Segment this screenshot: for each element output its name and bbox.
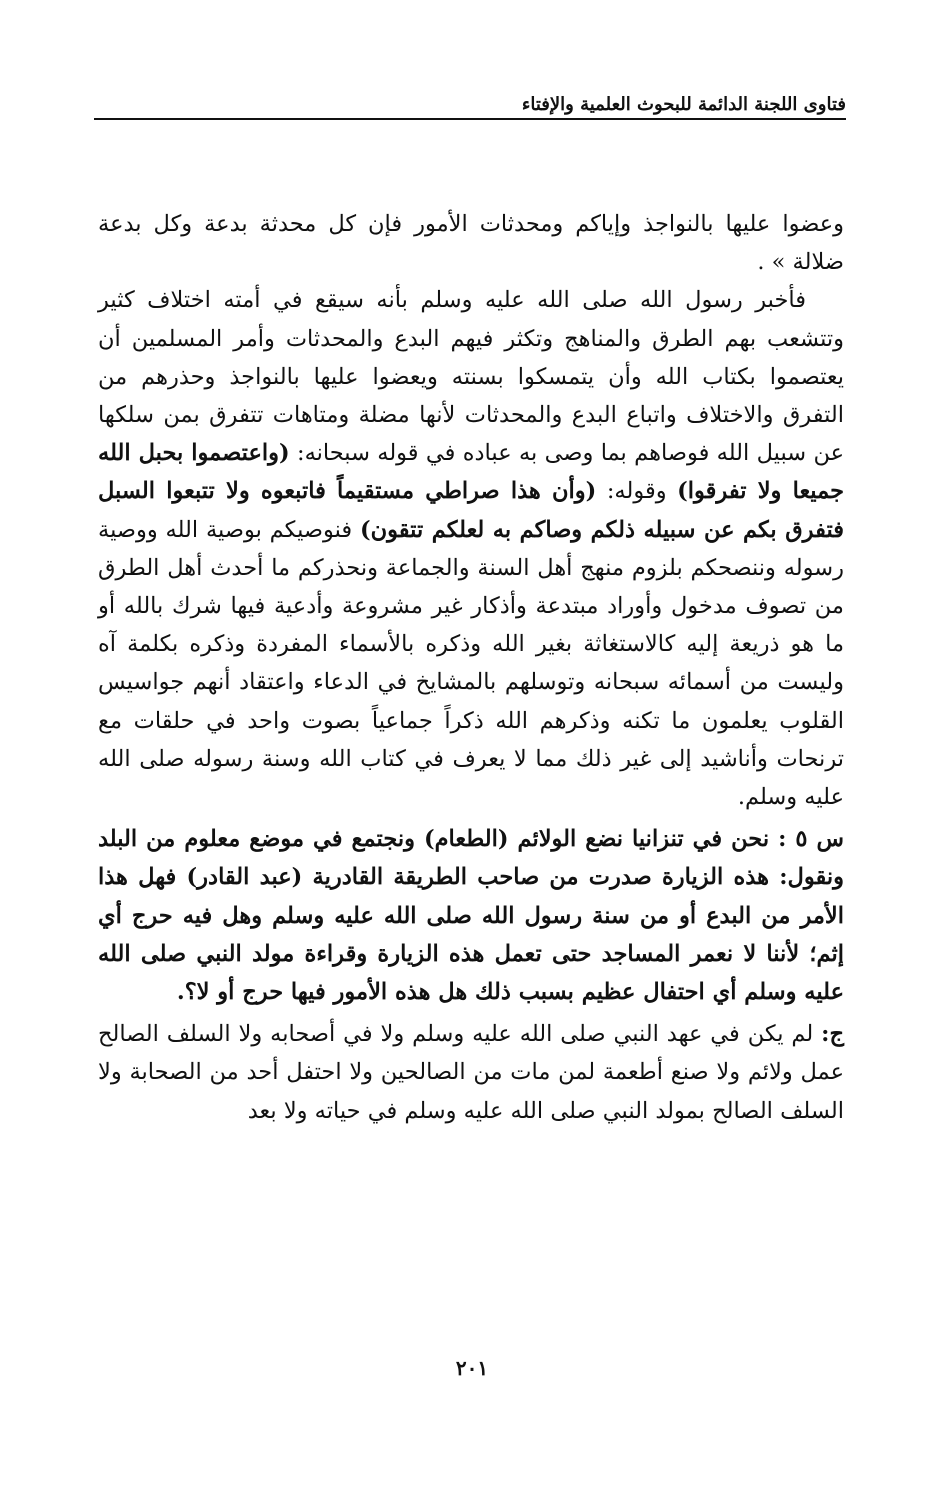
page-number: ٢٠١	[455, 1356, 489, 1380]
paragraph-commentary	[98, 281, 844, 816]
header-rule	[94, 118, 846, 120]
commentary-text-end: فنوصيكم بوصية الله ووصية رسوله وننصحكم بلزوم منهج أهل السنة والجماعة ونحذركم ما أحدث أهل الطرق من تصوف مدخول وأوراد مبتدعة وأذكار غير مشروعة وأدعية فيها شرك بالله أو ما هو ذريعة إليه كالاستغاثة بغير الله وذكره بالأسماء المفردة وذكره بكلمة آه وليست من أسمائه سبحانه وتوسلهم بالمشايخ في الدعاء واعتقاد أنهم جواسيس القلوب يعلمون ما تكنه وذكرهم الله ذكراً جماعياً بصوت واحد في حلقات مع ترنحات وأناشيد إلى غير ذلك مما لا يعرف في كتاب الله وسنة رسوله صلى الله عليه وسلم.	[98, 516, 844, 811]
question-paragraph: س ٥ : نحن في تنزانيا نضع الولائم (الطعام) ونجتمع في موضع معلوم من البلد ونقول: هذه الزيارة صدرت من صاحب الطريقة القادرية (عبد القادر) فهل هذا الأمر من البدع أو من سنة رسول الله صلى الله عليه وسلم وهل فيه حرج أي إثم؛ لأننا لا نعمر المساجد حتى تعمل هذه الزيارة وقراءة مولد النبي صلى الله عليه وسلم أي احتفال عظيم بسبب ذلك هل هذه الأمور فيها حرج أو لا؟.	[98, 826, 844, 1006]
answer-label: ج:	[821, 1021, 844, 1048]
quran-verse-1: (واعتصموا بحبل الله جميعا ولا تفرقوا)	[98, 440, 845, 505]
quran-verse-2: (وأن هذا صراطي مستقيماً فاتبعوه ولا تتبعوا السبل فتفرق بكم عن سبيله ذلكم وصاكم به لعلكم تتقون)	[98, 478, 844, 543]
answer-paragraph	[98, 1015, 844, 1130]
header-title: فتاوى اللجنة الدائمة للبحوث العلمية والإفتاء	[516, 94, 846, 115]
paragraph-hadith-ending: وعضوا عليها بالنواجذ وإياكم ومحدثات الأمور فإن كل محدثة بدعة وكل بدعة ضلالة » .	[98, 211, 844, 276]
commentary-text-start: فأخبر رسول الله صلى الله عليه وسلم بأنه سيقع في أمته اختلاف كثير وتتشعب بهم الطرق والمناهج وتكثر فيهم البدع والمحدثات وأمر المسلمين أن يعتصموا بكتاب الله وأن يتمسكوا بسنته ويعضوا عليها بالنواجذ وحذرهم من التفرق والاختلاف واتباع البدع والمحدثات لأنها مضلة ومتاهات تتفرق بمن سلكها عن سبيل الله فوصاهم بما وصى به عباده في قوله سبحانه:	[98, 287, 844, 467]
commentary-text-mid: وقوله:	[606, 478, 667, 505]
answer-text: لم يكن في عهد النبي صلى الله عليه وسلم ولا في أصحابه ولا السلف الصالح عمل ولائم ولا صنع أطعمة لمن مات من الصالحين ولا احتفل أحد من الصحابة ولا السلف الصالح بمولد النبي صلى الله عليه وسلم في حياته ولا بعد	[98, 1021, 844, 1124]
body-text	[98, 205, 844, 1315]
running-header	[94, 92, 846, 132]
